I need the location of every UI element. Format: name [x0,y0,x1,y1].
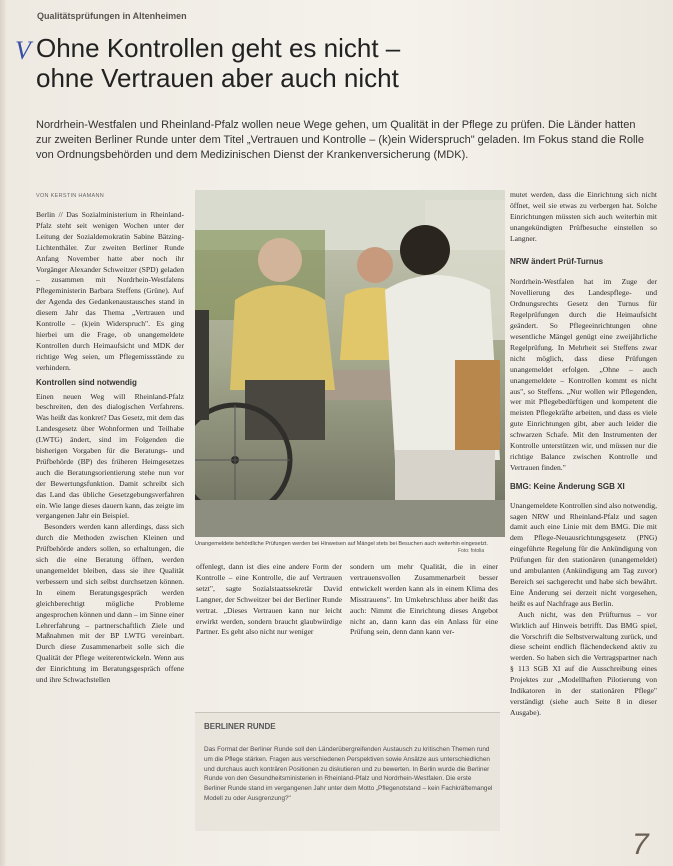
col1-paragraph-2: Einen neuen Weg will Rheinland-Pfalz beschreiten, den des dialogischen Verfahrens. Was heißt das konkret? Das Gesetz, mit dem das Landesgesetz über Wohnformen und Teilhabe (LWTG) ändert, sind im Folgenden die bisherigen Vorgaben für die Beratungs- und Prüfbehörde (BP) des früheren Heimgesetzes auch die Beratungsorientierung stehe nun vor der Bewertungsfunktion. Damit schreibt sich das Land das übliche Gesetzgebungsverfahren ein. Wie lange dieses dauern kann, das zeigte im vergangenen Jahr ein Beispiel. [36,391,184,521]
handwritten-mark: V [15,36,31,65]
column-4 [510,190,657,830]
intro-paragraph: Nordrhein-Westfalen und Rheinland-Pfalz wollen neue Wege gehen, um Qualität in der Pflege zu prüfen. Die Länder hatten zur zweiten Berliner Runde unter dem Titel „Vertrauen und Kontrolle – (k)ein Widerspruch" geladen. Im Fokus stand die Rolle von Ordnungsbehörden und dem Medizinischen Dienst der Krankenversicherung (MDK). [36,119,644,161]
info-box-text: Das Format der Berliner Runde soll den Länderübergreifenden Austausch zu kritischen Themen rund um die Pflege stärken. Fragen aus verschiedenen Perspektiven sowie Ansätze aus unterschiedlichen und durchaus auch konträren Positionen zu diskutieren und zu bewerten. In Berlin wurde die Berliner Runde von den Gesundheitsministerien in Rheinland-Pfalz und Nordrhein-Westfalen. Die erste Berliner Runde stand im vergangenen Jahr unter dem Motto „Pflegenotstand – kein Fachkräftemangel Modell zu oder Ausgrenzung?" [204,746,493,802]
col4-paragraph-1: mutet werden, dass die Einrichtung sich nicht öffnet, weil sie etwas zu verbergen hat. Solche Einrichtungen müssten sich auch weiterhin mit unangekündigten Prüfbesuche einstellen so Langner. [510,190,657,243]
subheading-kontrollen: Kontrollen sind notwendig [36,377,137,387]
headline-line-1: Ohne Kontrollen geht es nicht – [36,33,401,63]
subheading-bmg: BMG: Keine Änderung SGB XI [510,481,625,491]
col1-paragraph-3: Besonders werden kann allerdings, dass sich durch die Methoden zwischen Kleinen und Prüfbehörde anders sollen, so erhaltungen, die sich die eine Beratung öffnen, werden unangemeldet bleiben, dass sie ihre Qualität verbessern und sich selbst durchsetzen können. In einem Beratungsgespräch werden gleichberechtigt mögliche Probleme angesprochen können und dann – im Sinne einer Lehrerfahrung – partnerschaftlich Ziele und Maßnahmen mit der BP LWTG vereinbart. Durch diese Zusammenarbeit solle sich die Qualität der Pflege weiterentwickeln. Wenn aus der Einrichtung im Beratungsgespräch offene und ihre Schwachstellen [36,522,184,685]
column-3-text: sondern um mehr Qualität, die in einer vertrauensvollen Zusammenarbeit besser entwickelt werden kann als in einem Klima des Misstrauens". Im Umkehrschluss aber heißt das auch: Nimmt die Einrichtung dieses Angebot nicht an, dann kann das ein Anlass für eine Prüfung sein, denn dann kann ver- [350,562,498,637]
column-2-text: offenlegt, dann ist dies eine andere Form der Kontrolle – eine Kontrolle, die auf Vertrauen setzt", sagte Sozialstaatssekretär David Langner, der Schweitzer bei der Berliner Runde vertrat. „Dieses Vertrauen kann nur leicht erwirkt werden, sondern braucht glaubwürdige Partner. Es geht also nicht nur weniger [196,562,342,637]
photo-care-scene [195,190,505,537]
photo-caption: Unangemeldete behördliche Prüfungen werden bei Hinweisen auf Mängel stets bei Besuchen auch weiterhin eingesetzt. [195,541,488,547]
headline-line-2: ohne Vertrauen aber auch nicht [36,63,399,93]
subheading-nrw: NRW ändert Prüf-Turnus [510,256,604,266]
headline [36,33,400,93]
byline: VON KERSTIN HAMANN [36,193,105,199]
page-number: 7 [632,828,649,861]
info-box-title: BERLINER RUNDE [204,722,276,731]
col4-paragraph-2: Nordrhein-Westfalen hat im Zuge der Novellierung des Landespflege- und Ordnungsrechts Gesetz den Turnus für Regelprüfungen durch die Heimaufsicht geändert. So Pflegeeinrichtungen ohne wesentliche Mängel genügt eine zweijährliche Regelprüfung. In Mehrheit sei Steffens zwar nicht möglich, dass diese Prüfungen unangemeldet erfolgen. „Ohne – auch unangemeldete – Kontrollen kommt es nicht aus", so Steffens. „Nur wollen wir Pflegenden, wer mit Pflegebedürftigen und kompetent die meisten Pflegekräfte arbeiten, und dass es viele gute Einrichtungen gibt, aber auch leider die schwarzen Schafe. Mit den Instrumenten der Kontrolle unterstützen wir, und müssen nur die richtige Balance zwischen Kontrolle und Vertrauen finden." [510,277,657,472]
column-1 [36,210,184,830]
article-photo [195,190,505,537]
page-fold-shadow [0,0,6,866]
col4-paragraph-4: Auch nicht, was den Prüfturnus – vor Wirklich auf Hinweis betrifft. Das BMG spiel, die Vorschrift die Selbstverwaltung zurück, und diese scheint endlich flächendeckend aktiv zu werden. So haben sich die Vertragspartner nach § 113 SGB XI auf die Ausschreibung eines Projektes zur „Modellhaften Pilotierung von Indikatoren in der stationären Pflege" verständigt (siehe auch Seite 8 in dieser Ausgabe). [510,609,657,717]
col4-paragraph-3: Unangemeldete Kontrollen sind also notwendig, sagen NRW und Rheinland-Pfalz und sagen damit auch eine Linie mit dem BMG. Die mit dem Pflege-Neuausrichtungsgesetz (PNG) eingeführte Regelung für die Ankündigung von Prüfungen für den stationären (unangemeldet) und ambulanten (Ankündigung am Tag zuvor) Bereich sei sachgerecht und habe sich bewährt. Eine Änderung sei derzeit nicht vorgesehen, heißt es auf Nachfrage aus Berlin. [510,500,657,608]
photo-credit: Foto: fotolia [458,548,485,554]
kicker: Qualitätsprüfungen in Altenheimen [37,11,187,21]
col1-paragraph-1: Berlin // Das Sozialministerium in Rheinland-Pfalz steht seit wenigen Wochen unter der Leitung der Sozialdemokratin Sabine Bätzing-Lichtenthäler. Zur zweiten Berliner Runde Anfang November hatte aber noch ihr Vorgänger Alexander Schweitzer (SPD) geladen – zusammen mit Nordrhein-Westfalens Pflegeministerin Barbara Steffens (Grüne). Auf der Agenda des Gedankenaustausches stand in diesem Jahr das Thema „Vertrauen und Kontrolle – (k)ein Widerspruch". Es ging hierbei um die Frage, ob unangemeldete Kontrollen durch Heimaufsicht und MDK der richtige Weg seien, um Pflegemissstände zu verhindern. [36,210,184,372]
